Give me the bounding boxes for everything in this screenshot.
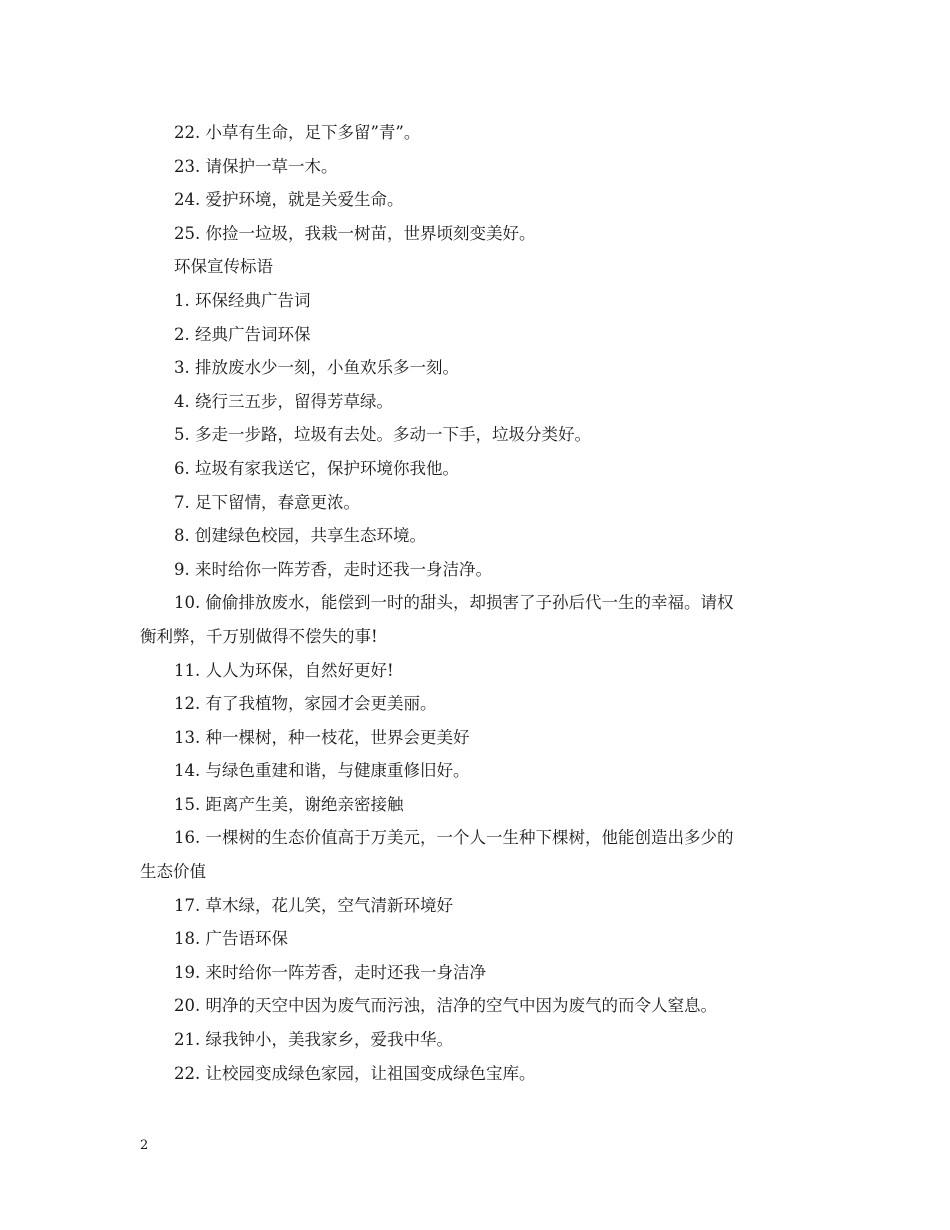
text-line: 5. 多走一步路，垃圾有去处。多动一下手，垃圾分类好。 [174,425,591,445]
text-line: 4. 绕行三五步，留得芳草绿。 [174,391,393,411]
text-line: 6. 垃圾有家我送它，保护环境你我他。 [174,458,459,478]
text-line: 23. 请保护一草一木。 [174,156,338,176]
text-line: 25. 你捡一垃圾，我栽一树苗，世界顷刻变美好。 [174,223,536,243]
text-line: 15. 距离产生美，谢绝亲密接触 [174,794,404,814]
text-line: 18. 广告语环保 [174,929,288,949]
text-line: 8. 创建绿色校园，共享生态环境。 [174,526,426,546]
text-line: 9. 来时给你一阵芳香，走时还我一身洁净。 [174,559,492,579]
document-body [140,116,820,1090]
text-line: 20. 明净的天空中因为废气而污浊，洁净的空气中因为废气的而令人窒息。 [174,996,717,1016]
text-line: 21. 绿我钟小，美我家乡，爱我中华。 [174,1030,453,1050]
text-line: 13. 种一棵树，种一枝花，世界会更美好 [174,727,470,747]
text-line: 14. 与绿色重建和谐，与健康重修旧好。 [174,761,470,781]
text-line: 1. 环保经典广告词 [174,290,311,310]
page-number: 2 [140,1138,149,1153]
text-line: 19. 来时给你一阵芳香，走时还我一身洁净 [174,962,486,982]
text-line-continuation: 生态价值 [140,862,206,882]
text-line: 2. 经典广告词环保 [174,324,311,344]
text-line: 11. 人人为环保，自然好更好! [174,660,394,680]
text-line: 16. 一棵树的生态价值高于万美元，一个人一生种下棵树，他能创造出多少的 [174,828,734,848]
text-line: 12. 有了我植物，家园才会更美丽。 [174,694,437,714]
text-line: 3. 排放废水少一刻，小鱼欢乐多一刻。 [174,358,459,378]
text-line: 17. 草木绿，花儿笑，空气清新环境好 [174,895,453,915]
text-line: 7. 足下留情，春意更浓。 [174,492,360,512]
text-line: 22. 小草有生命，足下多留”青”。 [174,123,421,142]
text-line: 24. 爱护环境，就是关爱生命。 [174,190,404,210]
section-heading: 环保宣传标语 [174,257,273,277]
text-line-continuation: 衡利弊，千万别做得不偿失的事! [140,626,378,646]
text-line: 10. 偷偷排放废水，能偿到一时的甜头，却损害了子孙后代一生的幸福。请权 [174,593,734,613]
text-line: 22. 让校园变成绿色家园，让祖国变成绿色宝库。 [174,1063,536,1083]
